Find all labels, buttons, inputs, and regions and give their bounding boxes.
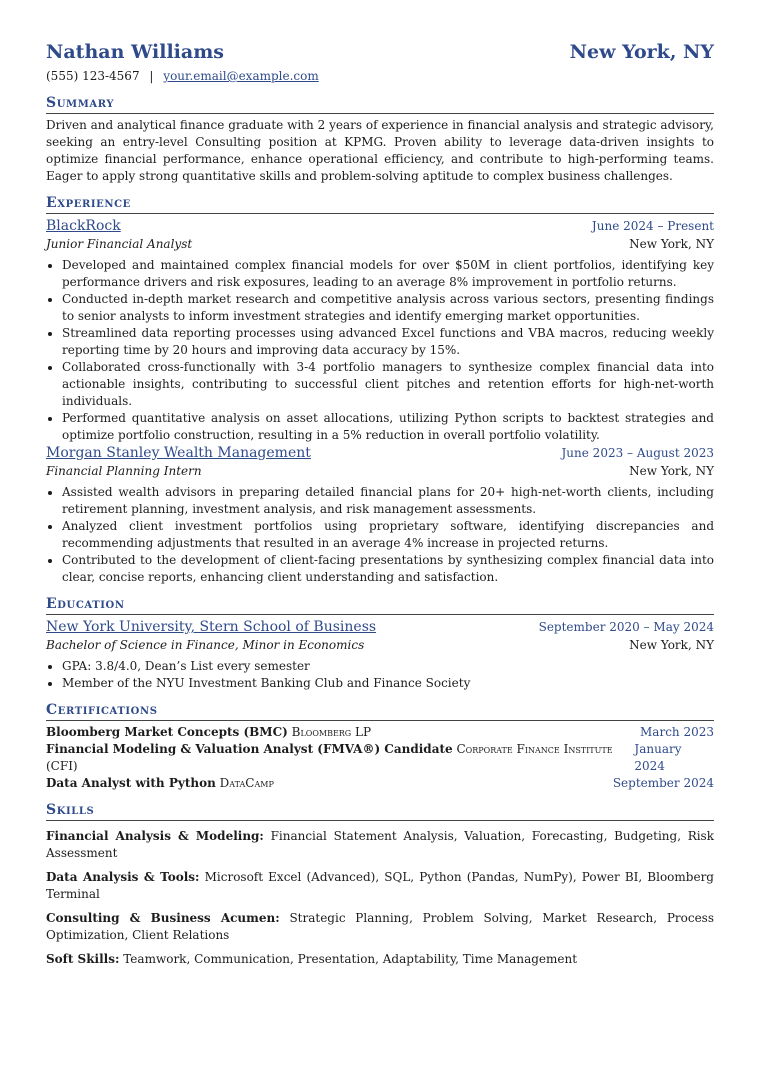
- education-dates: September 2020 – May 2024: [538, 620, 714, 634]
- job-entry-morgan-stanley: [46, 444, 714, 586]
- company-name[interactable]: BlackRock: [46, 218, 121, 234]
- certification-issuer: DataCamp: [219, 776, 274, 790]
- certification-name: Financial Modeling & Valuation Analyst (FMVA®) Candidate: [46, 742, 453, 756]
- certification-date: January 2024: [634, 742, 682, 773]
- candidate-name: Nathan Williams: [46, 41, 224, 63]
- skill-values: Financial Statement Analysis, Valuation, Forecasting, Budgeting, Risk Assessment: [46, 829, 714, 860]
- section-title-education: Education: [46, 595, 714, 615]
- skill-category: Data Analysis & Tools:: [46, 870, 200, 884]
- summary-text: Driven and analytical finance graduate with 2 years of experience in financial analysis and strategic advisory, seeking an entry-level Consulting position at KPMG. Proven ability to leverage data-driven insights to optimize financial performance, enhance operational efficiency, and contribute to high-performing teams. Eager to apply strong quantitative skills and problem-solving aptitude to complex business challenges.: [46, 118, 714, 183]
- resume-page: [46, 0, 714, 968]
- job-bullet: • Developed and maintained complex financial models for over $50M in client portfolios, identifying key performance drivers and risk exposures, leading to an average 8% improvement in portfolio returns.: [62, 257, 714, 291]
- job-bullet: • Performed quantitative analysis on asset allocations, utilizing Python scripts to backtest strategies and optimize portfolio construction, resulting in a 5% reduction in overall portfolio volatility.: [62, 410, 714, 444]
- certification-name: Data Analyst with Python: [46, 776, 216, 790]
- job-bullet-list: [46, 257, 714, 444]
- skill-values: Teamwork, Communication, Presentation, Adaptability, Time Management: [123, 952, 578, 966]
- contact-separator: |: [149, 69, 154, 83]
- skills-section: [46, 801, 714, 968]
- certification-issuer: Bloomberg LP: [291, 725, 372, 739]
- job-role: Junior Financial Analyst: [46, 237, 193, 251]
- job-bullet: • Assisted wealth advisors in preparing detailed financial plans for 20+ high-net-worth clients, including retirement planning, investment analysis, and risk management assessments.: [62, 484, 714, 518]
- education-bullet: • GPA: 3.8/4.0, Dean’s List every semester: [62, 658, 714, 675]
- certification-issuer: Corporate Finance Institute (CFI): [46, 742, 613, 773]
- phone-number: (555) 123-4567: [46, 69, 140, 83]
- certification-item: [46, 724, 714, 741]
- job-bullet: • Contributed to the development of client-facing presentations by synthesizing complex financial data into clear, concise reports, enhancing client understanding and satisfaction.: [62, 552, 714, 586]
- section-title-skills: Skills: [46, 801, 714, 821]
- job-bullet: • Conducted in-depth market research and competitive analysis across various sectors, presenting findings to senior analysts to inform investment strategies and identify emerging market opportunities.: [62, 291, 714, 325]
- education-bullet: • Member of the NYU Investment Banking Club and Finance Society: [62, 675, 714, 692]
- education-location: New York, NY: [629, 638, 714, 652]
- school-name[interactable]: New York University, Stern School of Business: [46, 619, 377, 635]
- certification-item: [46, 775, 714, 792]
- resume-header: [46, 40, 714, 64]
- certification-item: [46, 741, 714, 775]
- job-bullet: • Collaborated cross-functionally with 3-4 portfolio managers to synthesize complex financial data into actionable insights, contributing to successful client pitches and retention efforts for high-net-worth individuals.: [62, 359, 714, 410]
- skill-line: [46, 869, 714, 903]
- skill-category: Soft Skills:: [46, 952, 120, 966]
- section-title-certifications: Certifications: [46, 701, 714, 721]
- education-bullet-list: [46, 658, 714, 692]
- summary-section: [46, 94, 714, 185]
- certification-date: March 2023: [640, 725, 714, 739]
- skill-values: Strategic Planning, Problem Solving, Market Research, Process Optimization, Client Relations: [46, 911, 714, 942]
- candidate-location: New York, NY: [569, 41, 714, 63]
- job-dates: June 2024 – Present: [591, 219, 714, 233]
- degree: Bachelor of Science in Finance, Minor in Economics: [46, 638, 365, 652]
- skill-category: Financial Analysis & Modeling:: [46, 829, 264, 843]
- job-role: Financial Planning Intern: [46, 464, 202, 478]
- job-location: New York, NY: [629, 464, 714, 478]
- experience-section: [46, 194, 714, 586]
- job-dates: June 2023 – August 2023: [561, 446, 714, 460]
- certifications-section: [46, 701, 714, 792]
- job-location: New York, NY: [629, 237, 714, 251]
- certification-name: Bloomberg Market Concepts (BMC): [46, 725, 288, 739]
- company-name[interactable]: Morgan Stanley Wealth Management: [46, 445, 311, 461]
- job-bullet: • Analyzed client investment portfolios using proprietary software, identifying discrepancies and recommending adjustments that resulted in an average 4% increase in projected returns.: [62, 518, 714, 552]
- job-bullet-list: [46, 484, 714, 586]
- email-link[interactable]: your.email@example.com: [163, 69, 319, 83]
- contact-line: [46, 68, 714, 85]
- section-title-summary: Summary: [46, 94, 714, 114]
- skill-line: [46, 951, 714, 968]
- skill-line: [46, 910, 714, 944]
- skill-category: Consulting & Business Acumen:: [46, 911, 280, 925]
- skill-values: Microsoft Excel (Advanced), SQL, Python (Pandas, NumPy), Power BI, Bloomberg Terminal: [46, 870, 714, 901]
- section-title-experience: Experience: [46, 194, 714, 214]
- skill-line: [46, 828, 714, 862]
- job-bullet: • Streamlined data reporting processes using advanced Excel functions and VBA macros, reducing weekly reporting time by 20 hours and improving data accuracy by 15%.: [62, 325, 714, 359]
- certification-date: September 2024: [612, 776, 714, 790]
- job-entry-blackrock: [46, 217, 714, 444]
- education-section: [46, 595, 714, 692]
